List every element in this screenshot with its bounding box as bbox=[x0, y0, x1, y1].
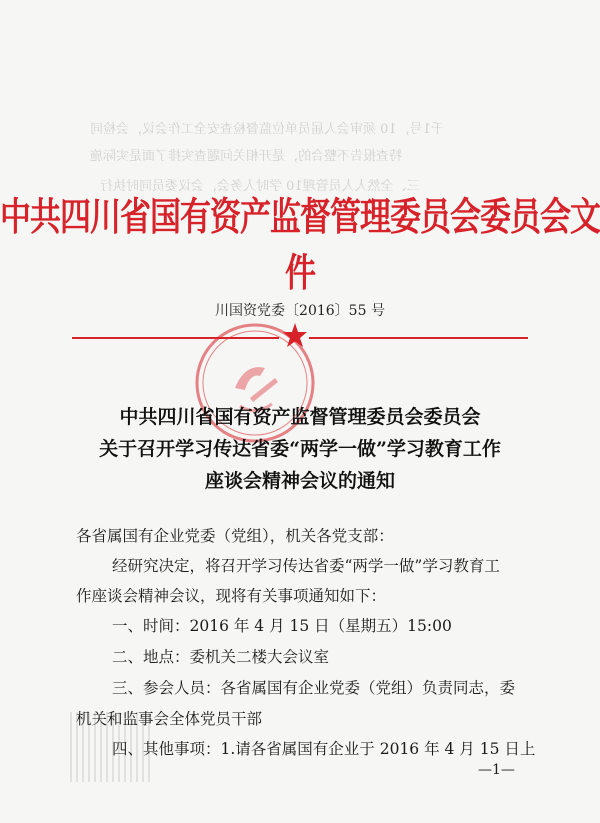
item-other: 四、其他事项：1.请各省属国有企业于 2016 年 4 月 15 日上 bbox=[112, 740, 536, 758]
bleed-through-text: 千1号，10 须审会人届员单位监督检查安全工作会议，会检同 bbox=[90, 122, 444, 137]
item-attendees-line-1: 三、参会人员：各省属国有企业党委（党组）负责同志，委 bbox=[112, 679, 516, 697]
notice-title-line-1: 中共四川省国有资产监督管理委员会委员会 bbox=[119, 406, 481, 428]
item-time: 一、时间：2016 年 4 月 15 日（星期五）15:00 bbox=[112, 617, 452, 635]
bleed-through-text: 三、全然人人员管理10 学时人务会，会议委员同时执行 bbox=[100, 179, 420, 194]
document-masthead: 中共四川省国有资产监督管理委员会委员会文件 bbox=[0, 194, 600, 296]
faint-stamp-mark bbox=[70, 712, 150, 782]
red-divider-right bbox=[309, 337, 528, 339]
document-number: 川国资党委〔2016〕55 号 bbox=[215, 303, 385, 319]
salutation: 各省属国有企业党委（党组），机关各党支部： bbox=[76, 527, 394, 545]
notice-title-line-3: 座谈会精神会议的通知 bbox=[204, 470, 395, 492]
intro-line-2: 作座谈会精神会议，现将有关事项通知如下： bbox=[76, 587, 387, 605]
intro-line-1: 经研究决定，将召开学习传达省委“两学一做”学习教育工 bbox=[112, 557, 500, 575]
item-attendees-line-2: 机关和监事会全体党员干部 bbox=[76, 710, 263, 728]
item-place: 二、地点：委机关二楼大会议室 bbox=[112, 648, 330, 666]
page-number: —1— bbox=[478, 762, 515, 778]
bleed-through-text: 特查报告不整合的，是开相关问题查实排了面是实际施 bbox=[90, 149, 403, 164]
notice-title-line-2: 关于召开学习传达省委“两学一做”学习教育工作 bbox=[99, 438, 501, 460]
